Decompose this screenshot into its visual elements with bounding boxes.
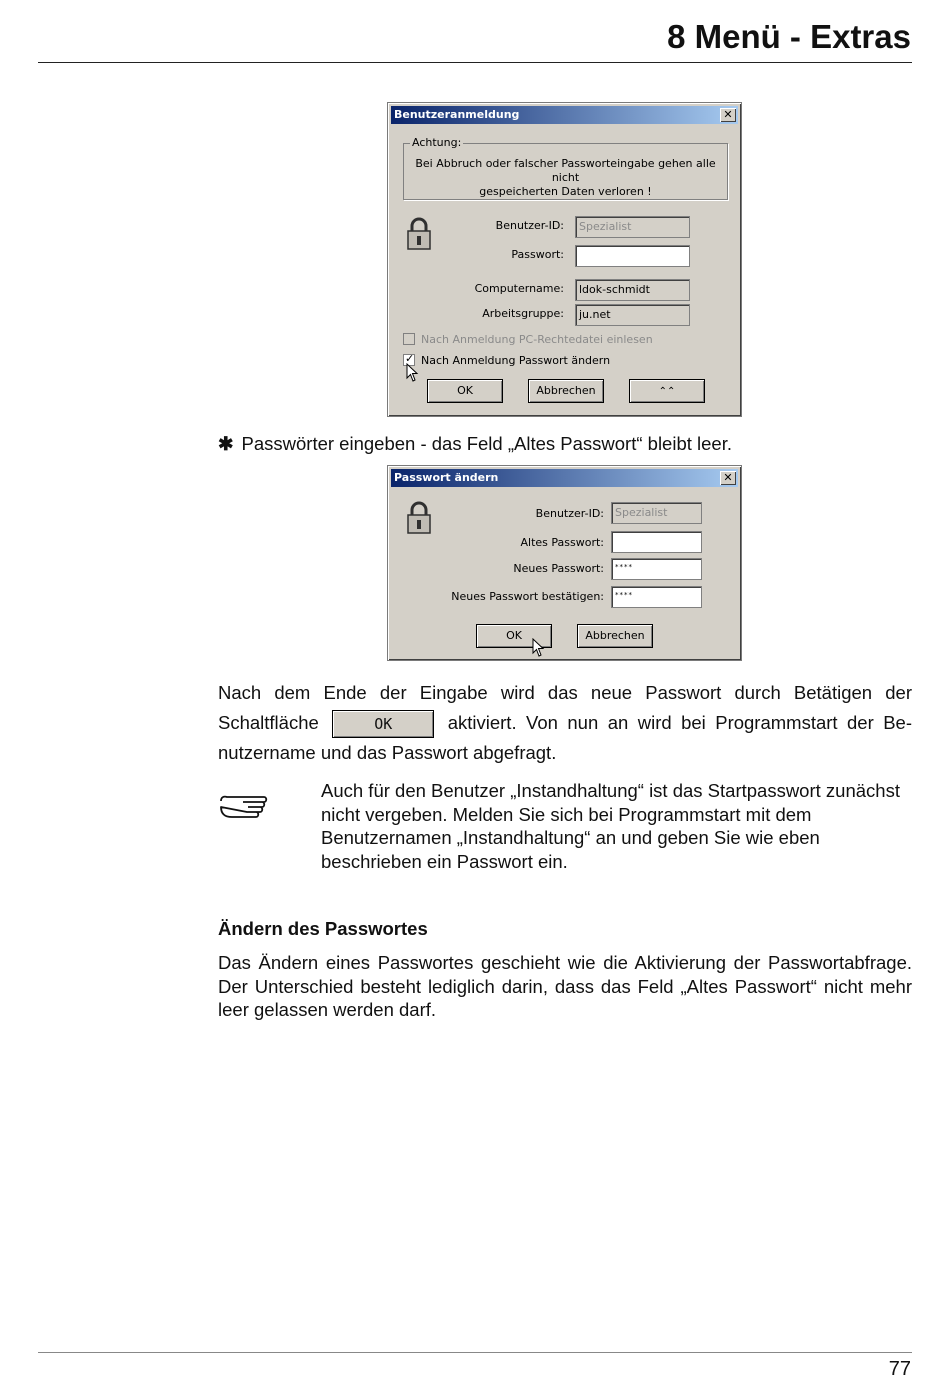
warning-text [404, 157, 727, 199]
computer-name-label: Computername: [474, 282, 564, 295]
login-dialog [387, 102, 742, 417]
expand-button[interactable] [629, 379, 705, 403]
paragraph-text: Nach dem Ende der Eingabe wird das neue Passwort durch Betätigen der Schaltfläche [218, 682, 912, 733]
section-paragraph: Das Ändern eines Passwortes geschieht wie die Aktivierung der Passwortabfrage. Der Unterschied besteht lediglich darin, dass das Feld „Altes Passwort“ nicht mehr leer gelassen werden darf. [218, 952, 912, 1020]
password-label: Passwort: [511, 248, 564, 261]
computer-name-field[interactable]: ldok-schmidt [575, 279, 690, 301]
new-password-label: Neues Passwort: [513, 562, 604, 575]
header-rule [38, 62, 912, 63]
change-dialog-titlebar [391, 469, 738, 487]
warning-text-line: gespeicherten Daten verloren ! [479, 185, 652, 198]
rights-file-checkbox-row[interactable] [403, 333, 653, 346]
change-dialog-title: Passwort ändern [394, 471, 499, 484]
workgroup-field[interactable]: ju.net [575, 304, 690, 326]
pointing-hand-icon [218, 793, 268, 821]
confirm-password-field[interactable]: **** [611, 586, 702, 608]
user-id-label: Benutzer-ID: [535, 507, 604, 520]
paragraph-text: aktiviert. Von nun an wird bei Programmstart der Benutzername und das Passwort abgefragt. [218, 711, 913, 763]
rights-file-checkbox-label: Nach Anmeldung PC-Rechtedatei einlesen [421, 333, 653, 346]
bullet-instruction [218, 432, 732, 456]
user-id-field[interactable]: Spezialist [611, 502, 702, 524]
warning-groupbox [403, 136, 728, 200]
old-password-field[interactable] [611, 531, 702, 553]
inline-ok-button: OK [332, 710, 434, 738]
chapter-title: 8 Menü - Extras [667, 18, 911, 55]
asterisk-icon: ✱ [218, 433, 234, 454]
cancel-button[interactable]: Abbrechen [528, 379, 604, 403]
change-password-dialog [387, 465, 742, 661]
activation-paragraph [218, 678, 912, 767]
workgroup-label: Arbeitsgruppe: [482, 307, 564, 320]
warning-text-line: Bei Abbruch oder falscher Passworteingabe gehen alle nicht [415, 157, 716, 184]
change-password-checkbox-label: Nach Anmeldung Passwort ändern [421, 354, 611, 367]
ok-button[interactable]: OK [427, 379, 503, 403]
login-dialog-title: Benutzeranmeldung [394, 108, 520, 121]
new-password-field[interactable]: **** [611, 558, 702, 580]
old-password-label: Altes Passwort: [520, 536, 604, 549]
ok-button[interactable]: OK [476, 624, 552, 648]
user-id-label: Benutzer-ID: [495, 219, 564, 232]
close-icon[interactable]: ✕ [720, 471, 736, 485]
lock-icon [405, 217, 433, 251]
password-field[interactable] [575, 245, 690, 267]
rights-file-checkbox[interactable] [403, 333, 415, 345]
mouse-cursor-icon [532, 638, 546, 658]
note-text: Auch für den Benutzer „Instandhaltung“ ist das Startpasswort zunächst nicht vergeben. Melden Sie sich bei Programmstart mit dem Benutzernamen „Instandhaltung“ an und geben Sie wie eben beschrieben ein Passwort ein. [321, 780, 900, 872]
warning-legend: Achtung: [412, 136, 462, 149]
page-number: 77 [888, 1358, 911, 1380]
lock-icon [405, 501, 433, 535]
login-dialog-titlebar [391, 106, 738, 124]
mouse-cursor-icon [406, 363, 420, 383]
bullet-text: Passwörter eingeben - das Feld „Altes Passwort“ bleibt leer. [241, 433, 732, 454]
confirm-password-label: Neues Passwort bestätigen: [451, 590, 604, 603]
close-icon[interactable]: ✕ [720, 108, 736, 122]
change-password-checkbox-row[interactable] [403, 354, 610, 367]
double-chevron-up-icon: ⌃⌃ [658, 386, 676, 397]
section-heading: Ändern des Passwortes [218, 918, 428, 939]
user-id-field[interactable]: Spezialist [575, 216, 690, 238]
footer-rule [38, 1352, 912, 1353]
cancel-button[interactable]: Abbrechen [577, 624, 653, 648]
